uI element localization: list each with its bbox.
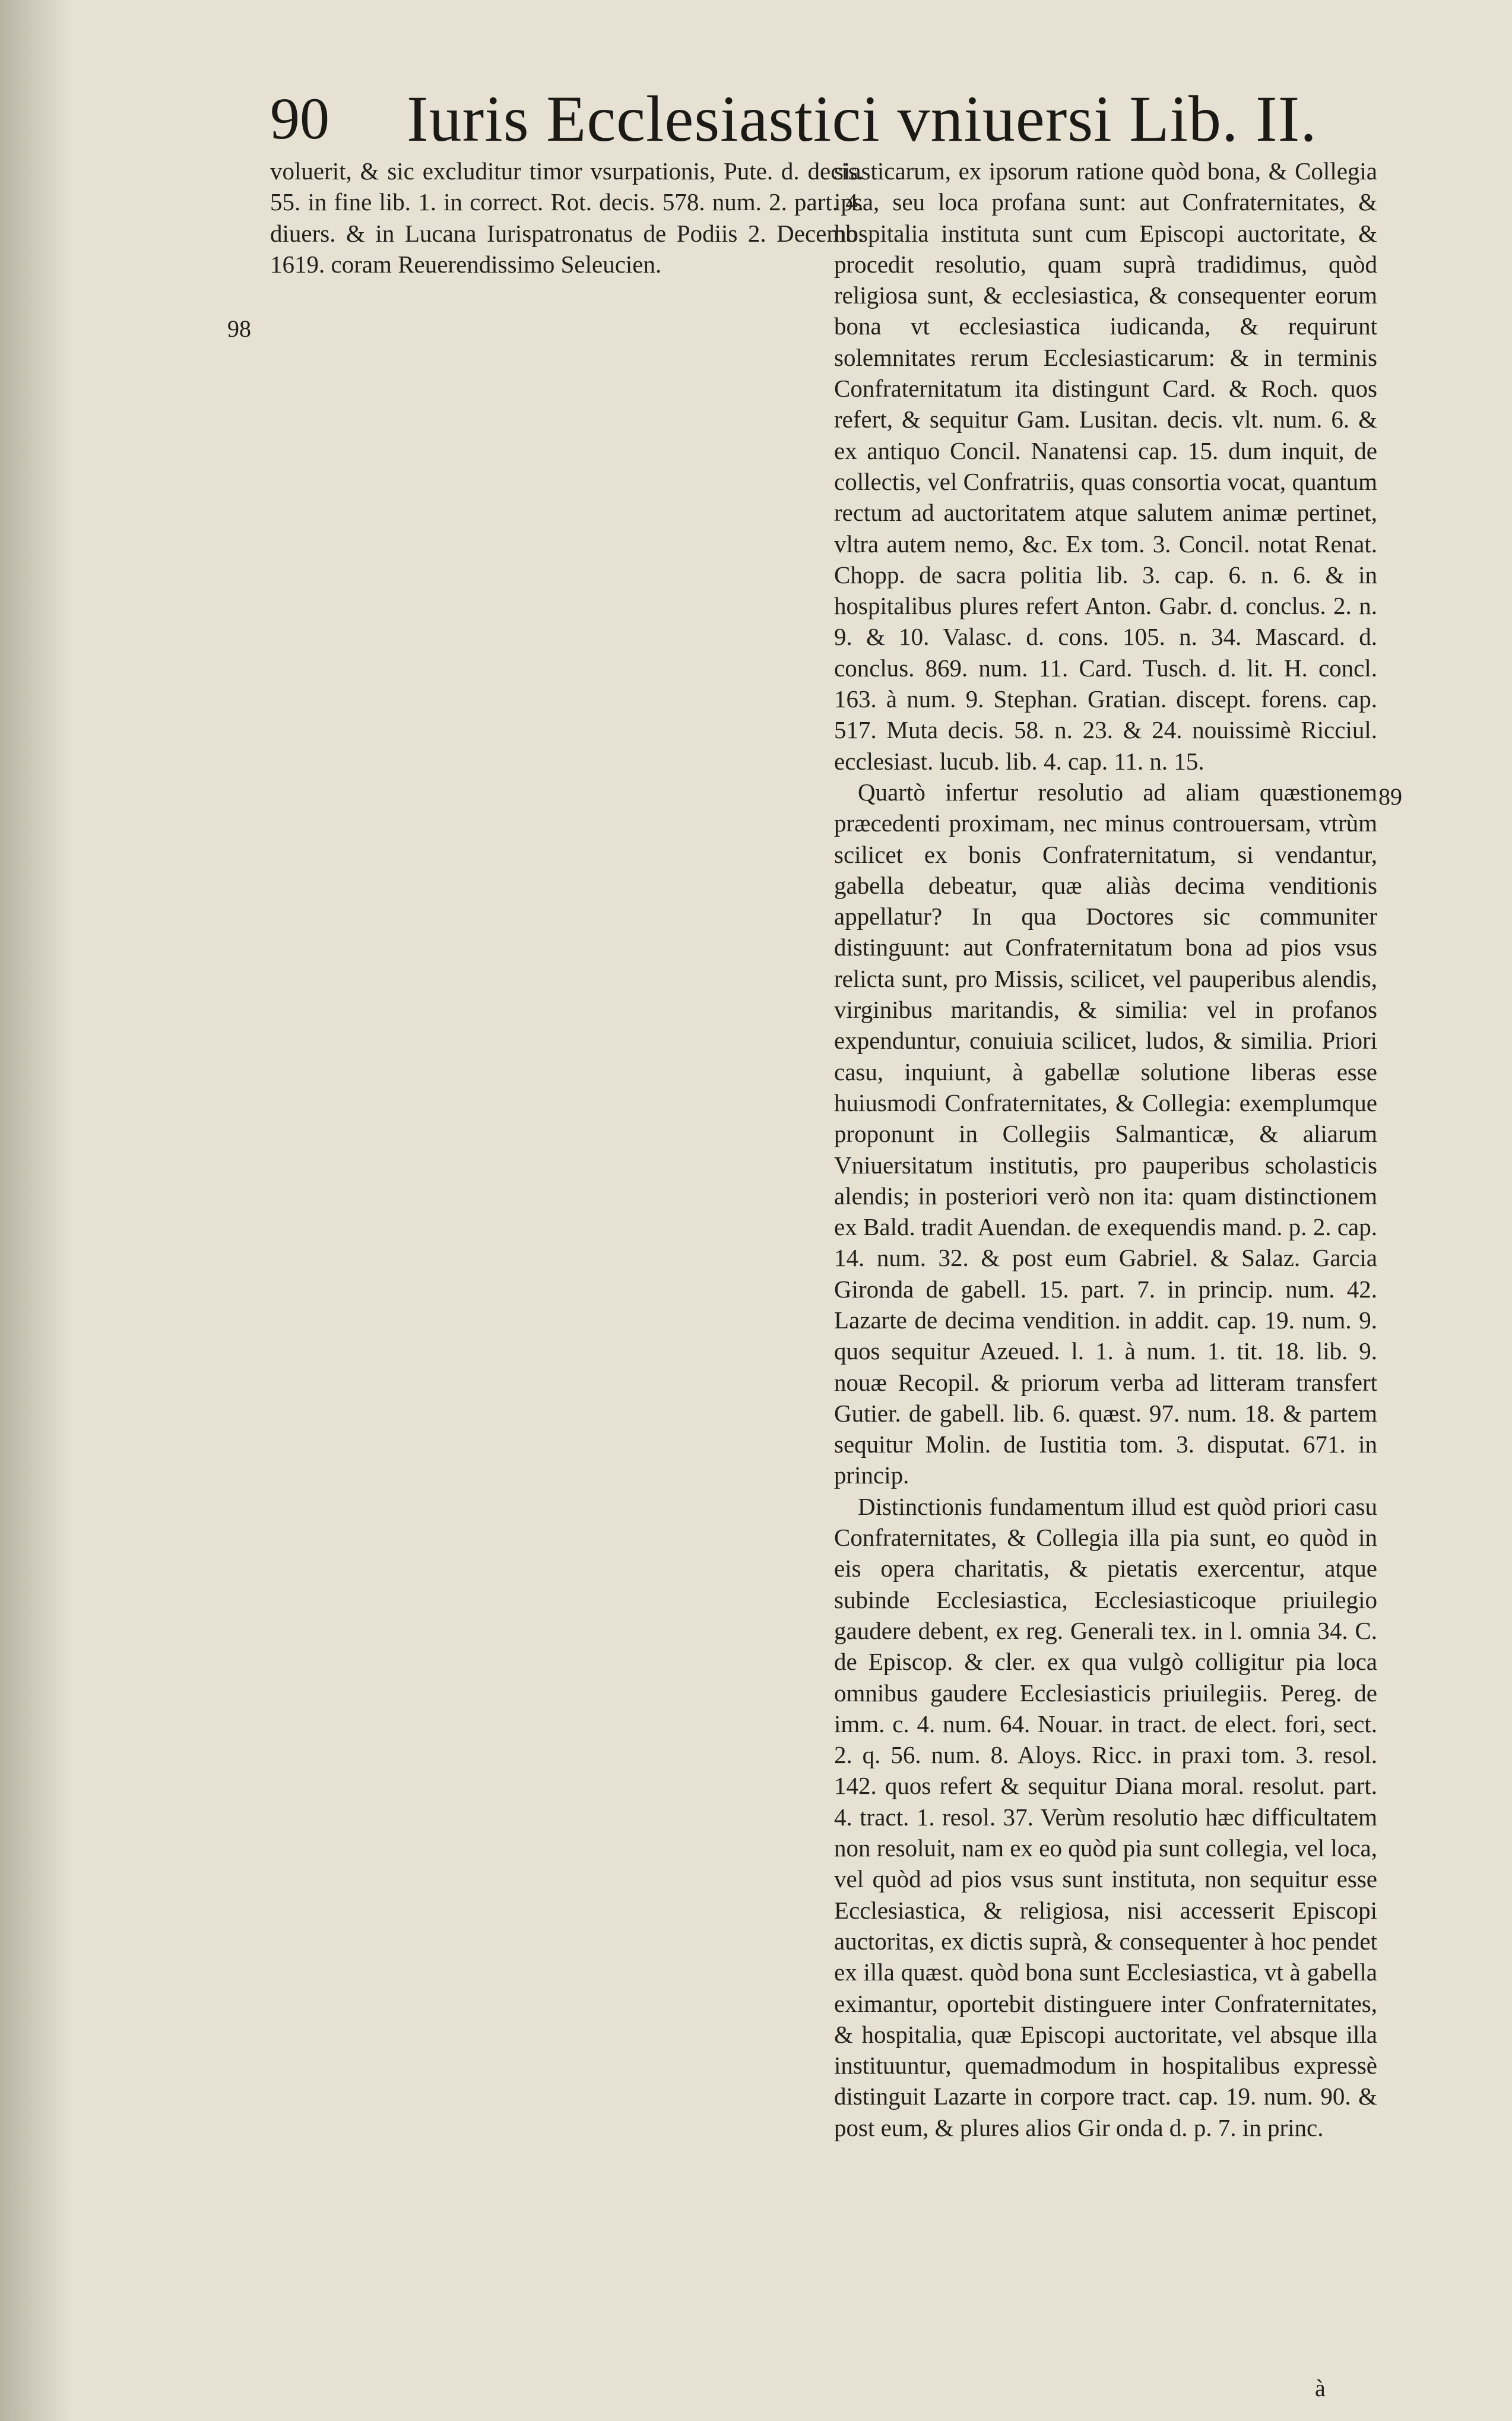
paragraph: Distinctionis fundamentum illud est quòd priori casu Confraternitates, & Collegia illa pia sunt, eo quòd in eis opera charitatis, & pietatis exercentur, atque subinde Ecclesiastica, Ecclesiasticoque priuilegio gaudere debent, ex reg. Generali tex. in l. omnia 34. C. de Episcop. & cler. ex qua vulgò colligitur pia loca omnibus gaudere Ecclesiasticis priuilegiis. Pereg. de imm. c. 4. num. 64. Nouar. in tract. de elect. fori, sect. 2. q. 56. num. 8. Aloys. Ricc. in praxi tom. 3. resol. 142. quos refert & sequitur Diana moral. resolut. part. 4. tract. 1. resol. 37. Verùm resolutio hæc difficultatem non resoluit, nam ex eo quòd pia sunt collegia, vel loca, vel quòd ad pios vsus sunt instituta, non sequitur esse Ecclesiastica, & religiosa, nisi accesserit Episcopi auctoritas, ex dictis suprà, & consequenter à hoc pendet ex illa quæst. quòd bona sunt Ecclesiastica, vt à gabella eximantur, oportebit distinguere inter Confraternitates, & hospitalia, quæ Episcopi auctoritate, vel absque illa instituuntur, quemadmodum in hospitalibus expressè distinguit Lazarte in corpore tract. cap. 19. num. 90. & post eum, & plures alios Gir onda d. p. 7. in princ.: [834, 1492, 1377, 2141]
catchword: à: [1315, 2375, 1326, 2401]
paragraph: voluerit, & sic excluditur timor vsurpationis, Pute. d. decis. 55. in fine lib. 1. in correct. Rot. decis. 578. num. 2. part. 4. diuers. & in Lucana Iurispatronatus de Podiis 2. Decemb. 1619. coram Reuerendissimo Seleucien.: [270, 157, 864, 278]
gutter-shadow: [0, 0, 71, 2421]
left-column: [270, 156, 864, 280]
running-header: [270, 83, 1368, 154]
margin-number-right: 89: [1378, 783, 1402, 810]
paragraph: Quartò infertur resolutio ad aliam quæstionem præcedenti proximam, nec minus controuersam, vtrùm scilicet ex bonis Confraternitatum, si vendantur, gabella debeatur, quæ aliàs decima venditionis appellatur? In qua Doctores sic communiter distinguunt: aut Confraternitatum bona ad pios vsus relicta sunt, pro Missis, scilicet, vel pauperibus alendis, virginibus maritandis, & similia: vel in profanos expenduntur, conuiuia scilicet, ludos, & similia. Priori casu, inquiunt, à gabellæ solutione liberas esse huiusmodi Confraternitates, & Collegia: exemplumque proponunt in Collegiis Salmanticæ, & aliarum Vniuersitatum institutis, pro pauperibus scholasticis alendis; in posteriori verò non ita: quam distinctionem ex Bald. tradit Auendan. de exequendis mand. p. 2. cap. 14. num. 32. & post eum Gabriel. & Salaz. Garcia Gironda de gabell. 15. part. 7. in princip. num. 42. Lazarte de decima vendition. in addit. cap. 19. num. 9. quos sequitur Azeued. l. 1. à num. 1. tit. 18. lib. 9. nouæ Recopil. & priorum verba ad litteram transfert Gutier. de gabell. lib. 6. quæst. 97. num. 18. & partem sequitur Molin. de Iustitia tom. 3. disputat. 671. in princip.: [834, 778, 1377, 1489]
right-column: [834, 156, 1377, 2143]
margin-number-left: 98: [227, 315, 251, 342]
paragraph: siasticarum, ex ipsorum ratione quòd bona, & Collegia ipsa, seu loca profana sunt: aut Confraternitates, & hospitalia instituta sunt cum Episcopi auctoritate, & procedit resolutio, quam suprà tradidimus, quòd religiosa sunt, & ecclesiastica, & consequenter eorum bona vt ecclesiastica iudicanda, & requirunt solemnitates rerum Ecclesiasticarum: & in terminis Confraternitatum ita distingunt Card. & Roch. quos refert, & sequitur Gam. Lusitan. decis. vlt. num. 6. & ex antiquo Concil. Nanatensi cap. 15. dum inquit, de collectis, vel Confratriis, quas consortia vocat, quantum rectum ad auctoritatem atque salutem animæ pertinet, vltra autem nemo, &c. Ex tom. 3. Concil. notat Renat. Chopp. de sacra politia lib. 3. cap. 6. n. 6. & in hospitalibus plures refert Anton. Gabr. d. conclus. 2. n. 9. & 10. Valasc. d. cons. 105. n. 34. Mascard. d. conclus. 869. num. 11. Card. Tusch. d. lit. H. concl. 163. à num. 9. Stephan. Gratian. discept. forens. cap. 517. Muta decis. 58. n. 23. & 24. nouissimè Ricciul. ecclesiast. lucub. lib. 4. cap. 11. n. 15.: [834, 157, 1377, 775]
running-title: Iuris Ecclesiastici vniuersi Lib. II.: [407, 83, 1317, 155]
page-number: 90: [270, 86, 329, 151]
